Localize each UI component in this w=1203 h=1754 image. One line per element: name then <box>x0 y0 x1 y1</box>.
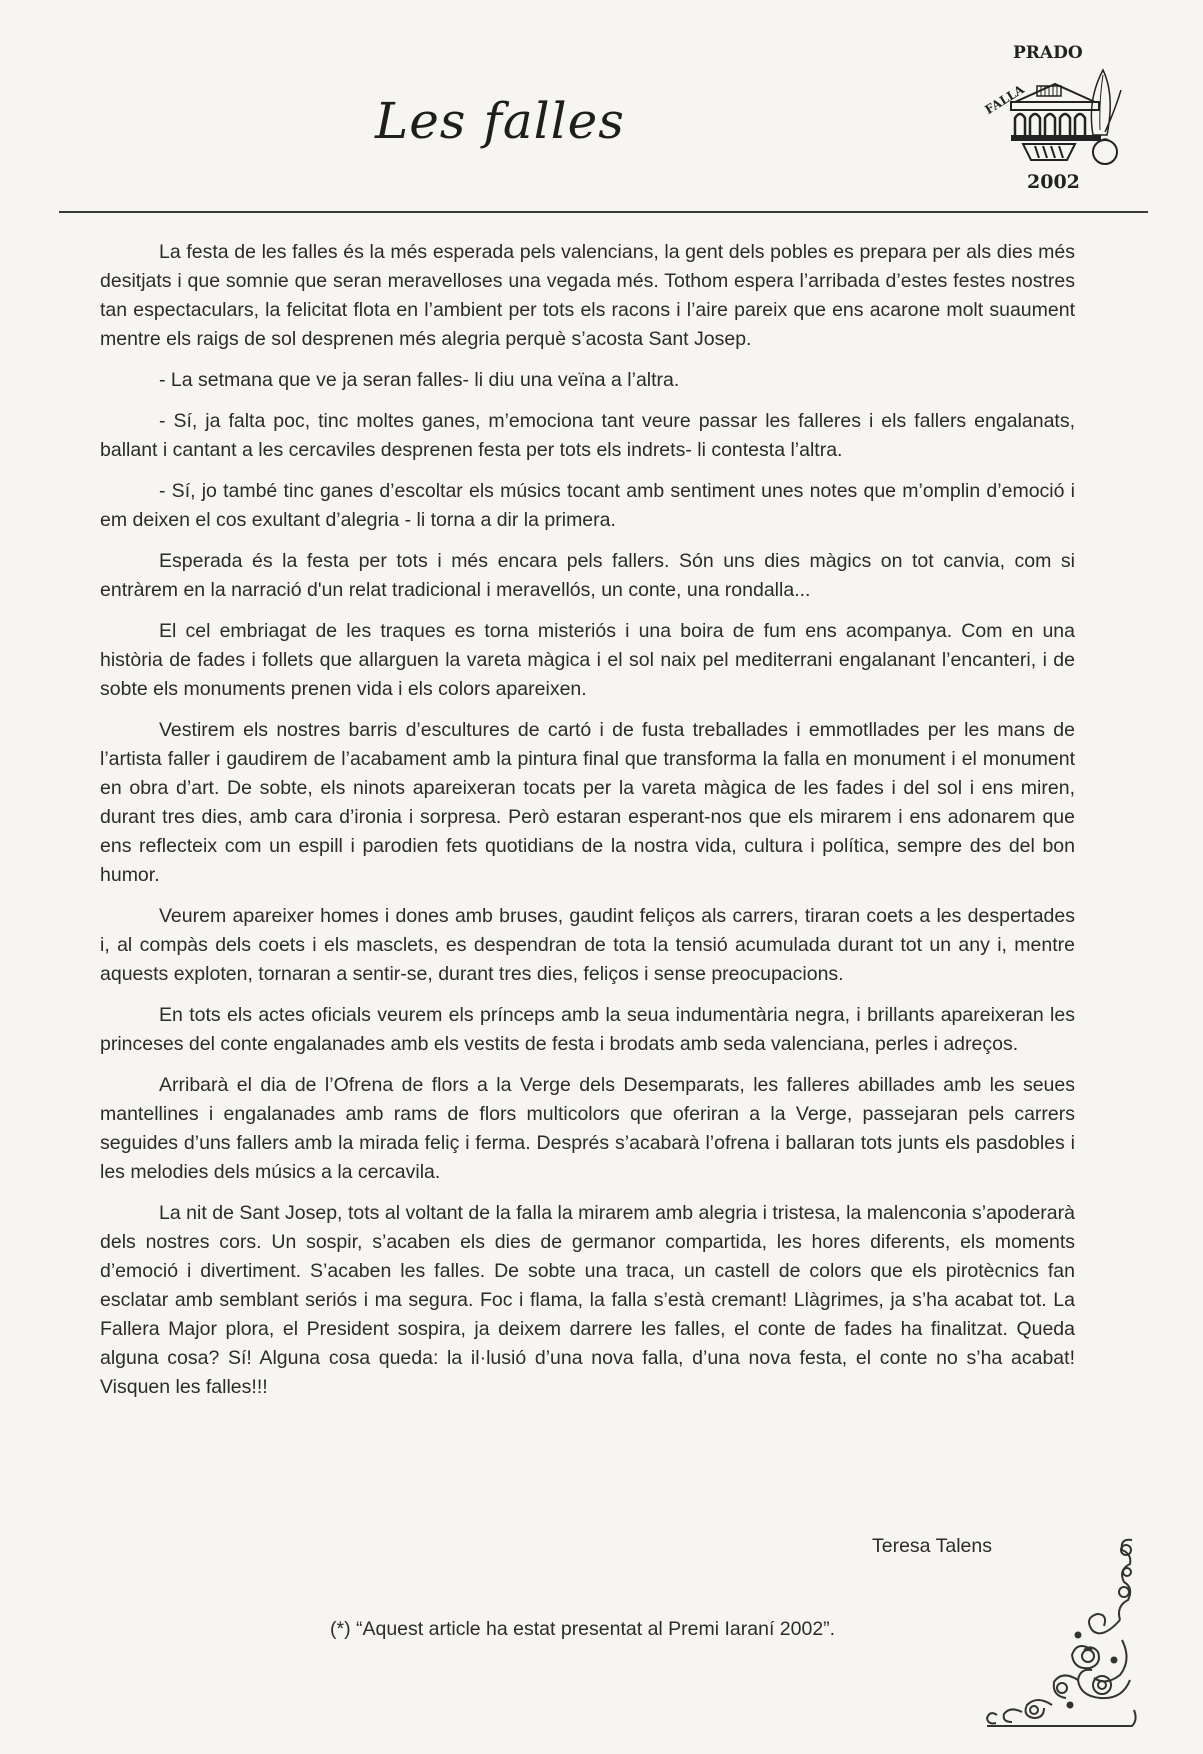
logo-text-falla: FALLA <box>982 82 1027 118</box>
header-divider <box>59 211 1148 213</box>
paragraph: Esperada és la festa per tots i més encara pels fallers. Són uns dies màgics on tot canvia, com si entràrem en la narració d'un relat tradicional i meravellós, un conte, una rondalla... <box>100 550 1075 601</box>
paragraph: En tots els actes oficials veurem els prínceps amb la seua indumentària negra, i brillants apareixeran les princeses del conte engalanades amb els vestits de festa i brodats amb seda valenciana, perles i adreços. <box>100 1004 1075 1055</box>
falla-prado-logo-icon <box>975 40 1125 200</box>
logo-text-year: 2002 <box>1027 171 1080 193</box>
corner-flourish-icon <box>982 1530 1142 1730</box>
paragraph: - Sí, jo també tinc ganes d’escoltar els músics tocant amb sentiment unes notes que m’omplin d’emoció i em deixen el cos exultant d’alegria - li torna a dir la primera. <box>100 480 1075 531</box>
author-signature: Teresa Talens <box>872 1535 992 1557</box>
paragraph: El cel embriagat de les traques es torna misteriós i una boira de fum ens acompanya. Com en una història de fades i follets que allarguen la vareta màgica i el sol naix pel mediterrani engalanant l’encanteri, i de sobte els monuments prenen vida i els colors apareixen. <box>100 620 1075 700</box>
paragraph: Veurem apareixer homes i dones amb bruses, gaudint feliços als carrers, tiraran coets a les despertades i, al compàs dels coets i els masclets, es despendran de tota la tensió acumulada durant tot un any i, mentre aquests exploten, tornaran a sentir-se, durant tres dies, feliços i sense preocupacions. <box>100 905 1075 985</box>
paragraph: La festa de les falles és la més esperada pels valencians, la gent dels pobles es prepara per als dies més desitjats i que somnie que seran meravelloses una vegada més. Tothom espera l’arribada d’estes festes nostres tan espectaculars, la felicitat flota en l’ambient per tots els racons i l’aire pareix que ens acarone molt suaument mentre els raigs de sol desprenen més alegria perquè s’acosta Sant Josep. <box>100 241 1075 350</box>
paragraph: Arribarà el dia de l’Ofrena de flors a la Verge dels Desemparats, les falleres abillades amb les seues mantellines i engalanades amb rams de flors multicolors que oferiran a la Verge, passejaran pels carrers seguides d’uns fallers amb la mirada feliç i ferma. Després s’acabarà l’ofrena i ballaran tots junts els pasdobles i les melodies dels músics a la cercavila. <box>100 1074 1075 1183</box>
logo-text-prado: PRADO <box>1013 43 1083 63</box>
paragraph: La nit de Sant Josep, tots al voltant de la falla la mirarem amb alegria i tristesa, la malenconia s’apoderarà dels nostres cors. Un sospir, s’acaben els dies de germanor compartida, les hores diferents, els moments d’emoció i divertiment. S’acaben les falles. De sobte una traca, un castell de colors que els pirotècnics fan esclatar amb semblant seriós i ma segura. Foc i flama, la falla s’està cremant! Llàgrimes, ja s’ha acabat tot. La Fallera Major plora, el President sospira, ja deixem darrere les falles, el conte de fades ha finalitzat. Queda alguna cosa? Sí! Alguna cosa queda: la il·lusió d’una nova falla, d’una nova festa, el conte no s’ha acabat! Visquen les falles!!! <box>100 1202 1075 1398</box>
paragraph: - Sí, ja falta poc, tinc moltes ganes, m’emociona tant veure passar les falleres i els fallers engalanats, ballant i cantant a les cercaviles desprenen festa per tots els indrets- li contesta l’altra. <box>100 410 1075 461</box>
article-body <box>100 238 1075 1414</box>
paragraph: Vestirem els nostres barris d’escultures de cartó i de fusta treballades i emmotllades per les mans de l’artista faller i gaudirem de l’acabament amb la pintura final que transforma la falla en monument i el monument en obra d’art. De sobte, els ninots apareixeran tocats per la vareta màgica de les fades i del sol i ens miren, durant tres dies, amb cara d’ironia i sorpresa. Però estaran esperant-nos que els mirarem i ens adonarem que ens reflecteix com un espill i parodien fets quotidians de la nostra vida, cultura i política, sempre des del bon humor. <box>100 719 1075 886</box>
footnote: (*) “Aquest article ha estat presentat al Premi Iaraní 2002”. <box>330 1618 836 1640</box>
paragraph: - La setmana que ve ja seran falles- li diu una veïna a l’altra. <box>159 369 680 391</box>
page-title: Les falles <box>375 92 625 150</box>
